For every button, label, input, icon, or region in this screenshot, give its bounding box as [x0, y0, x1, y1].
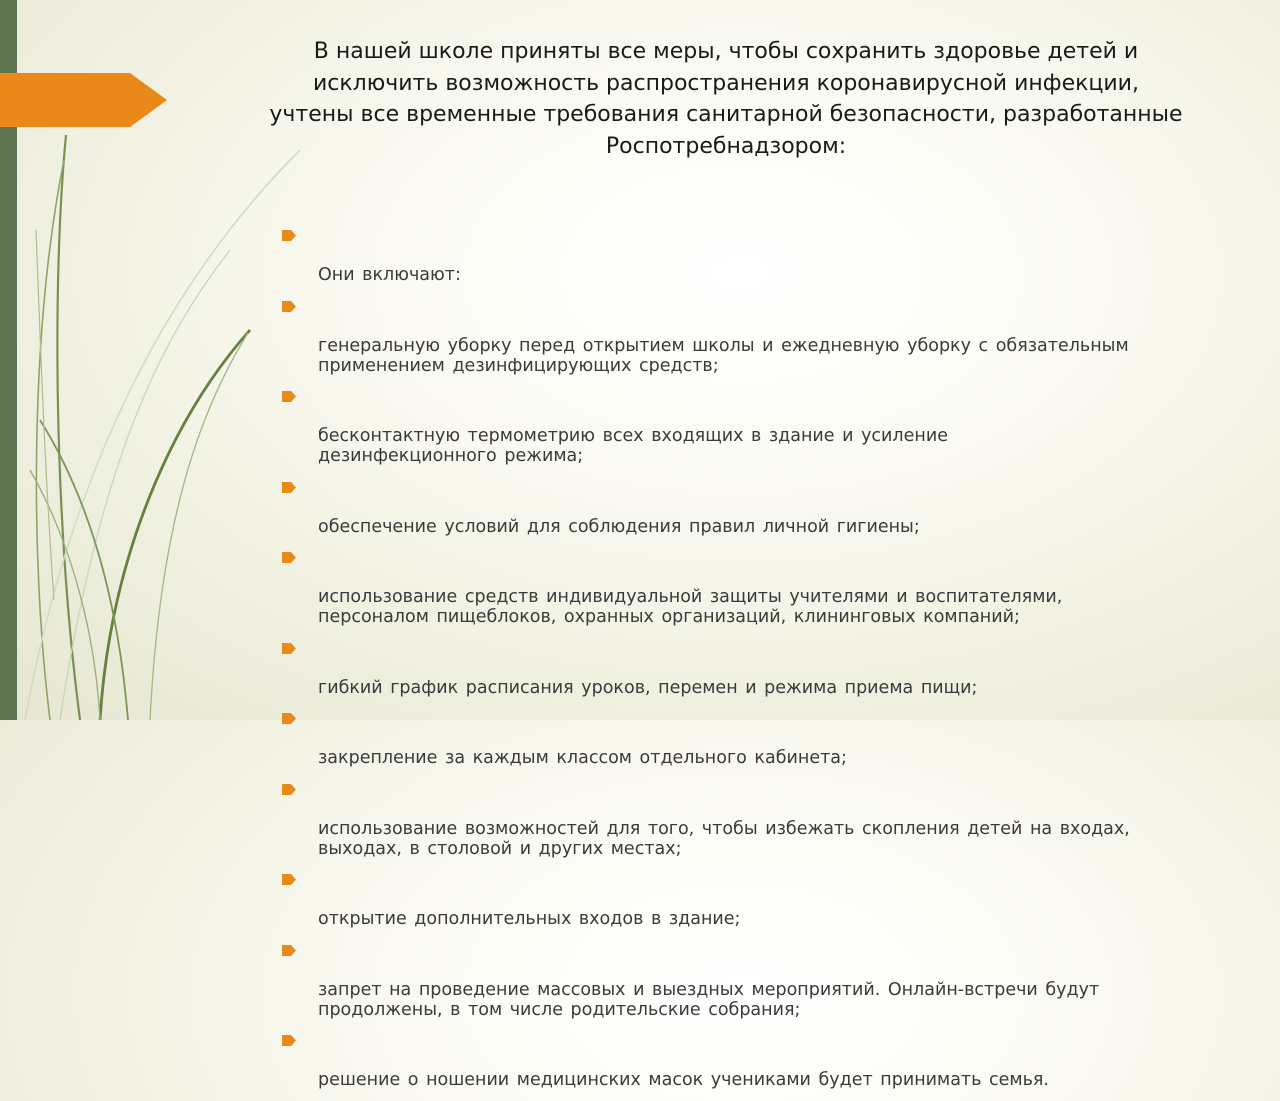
arrow-bullet-icon — [282, 713, 296, 724]
list-item-text: использование средств индивидуальной защиты учителями и воспитателями, персоналом пищеблоков, охранных организаций, клининговых компаний; — [318, 587, 1063, 627]
list-item — [280, 869, 1240, 929]
list-item-text: использование возможностей для того, чтобы избежать скопления детей на входах, выходах, в столовой и других местах; — [318, 818, 1130, 859]
decorative-curve — [36, 230, 54, 600]
arrow-bullet-icon — [282, 230, 296, 241]
list-item — [280, 779, 1240, 859]
list-item-text: закрепление за каждым классом отдельного кабинета; — [318, 748, 847, 768]
decorative-curve — [60, 250, 230, 720]
list-item-text: решение о ношении медицинских масок учениками будет принимать семья. — [318, 1070, 1049, 1090]
list-item-text: генеральную уборку перед открытием школы и ежедневную уборку с обязательным применением дезинфицирующих средств; — [318, 335, 1129, 376]
list-item-text: бесконтактную термометрию всех входящих в здание и усиление дезинфекционного режима; — [318, 426, 948, 466]
arrow-bullet-icon — [282, 552, 296, 563]
arrow-bullet-icon — [282, 301, 296, 312]
list-item — [280, 296, 1240, 376]
list-item — [280, 547, 1240, 627]
decorative-curve — [150, 333, 248, 720]
decorative-curve — [57, 135, 80, 720]
arrow-bullet-icon — [282, 482, 296, 493]
list-item-text: обеспечение условий для соблюдения правил личной гигиены; — [318, 516, 920, 537]
list-item — [280, 477, 1240, 537]
list-item — [280, 708, 1240, 768]
decorative-curve — [40, 420, 128, 720]
list-item — [280, 1030, 1240, 1090]
list-item — [280, 638, 1240, 698]
decorative-curve — [25, 150, 300, 720]
list-item-text: запрет на проведение массовых и выездных мероприятий. Онлайн-встречи будут продолжены, в том числе родительские собрания; — [318, 979, 1100, 1020]
decorative-curve — [30, 470, 100, 720]
arrow-bullet-icon — [282, 391, 296, 402]
bullet-list — [280, 225, 1240, 1101]
arrow-bullet-icon — [282, 945, 296, 956]
arrow-bullet-icon — [282, 1035, 296, 1046]
arrow-bullet-icon — [282, 643, 296, 654]
decorative-curve — [100, 330, 250, 720]
list-item — [280, 386, 1240, 466]
list-item-text: Они включают: — [318, 265, 461, 285]
left-stripe — [0, 0, 17, 720]
arrow-bullet-icon — [282, 874, 296, 885]
accent-arrow-shape — [0, 73, 167, 127]
list-item — [280, 225, 1240, 285]
decorative-curve — [36, 160, 64, 720]
list-item-text: гибкий график расписания уроков, перемен и режима приема пищи; — [318, 677, 978, 698]
slide-title: В нашей школе приняты все меры, чтобы сохранить здоровье детей и исключить возможность распространения коронавирусной инфекции, учтены все временные требования санитарной безопасности, разработанные Роспотребнадзором: — [269, 39, 1183, 159]
list-item — [280, 940, 1240, 1020]
list-item-text: открытие дополнительных входов в здание; — [318, 909, 741, 929]
arrow-bullet-icon — [282, 784, 296, 795]
